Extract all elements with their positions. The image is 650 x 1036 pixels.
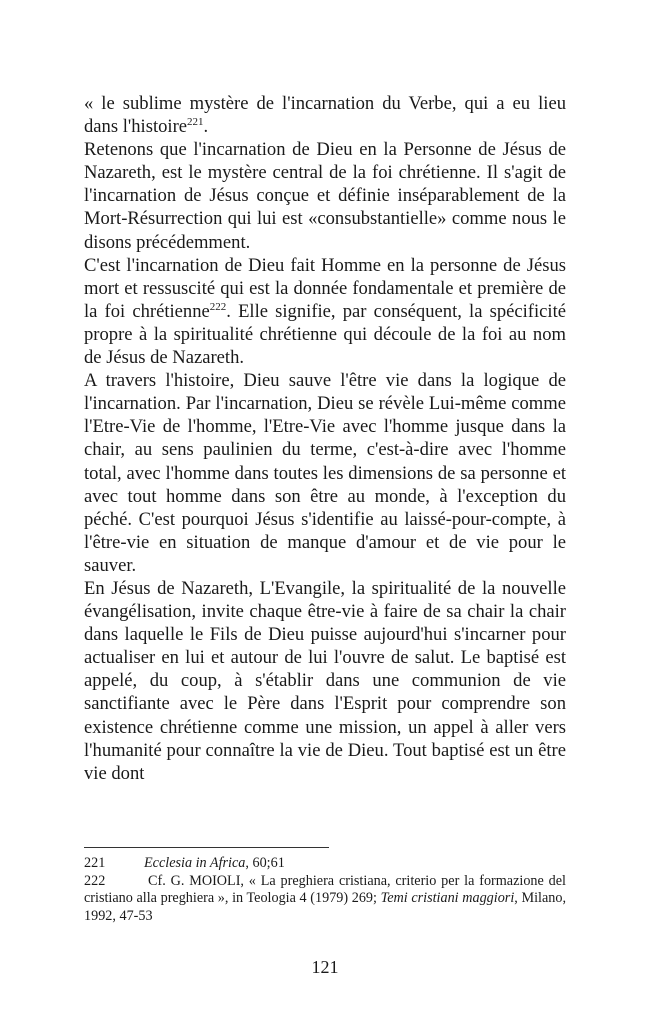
paragraph-5: En Jésus de Nazareth, L'Evangile, la spiritualité de la nouvelle évangélisation, invite chaque être-vie à faire de sa chair la chair dans laquelle le Fils de Dieu puisse aujourd'hui s'incarner pour actualiser en lui et autour de lui l'ouvre de salut. Le baptisé est appelé, du coup, à s'établir dans une communion de vie sanctifiante avec le Père dans l'Esprit pour comprendre son existence chrétienne comme une mission, un appel à aller vers l'humanité pour connaître la vie de Dieu. Tout baptisé est un être vie dont bbox=[84, 577, 566, 784]
paragraph-3-text: C'est l'incarnation de Dieu fait Homme en la personne de Jésus mort et ressuscité qui est la donnée fondamentale et première de la foi chrétienne bbox=[84, 254, 566, 322]
paragraph-1-end: . bbox=[203, 116, 209, 138]
footnote-ref-221: 221 bbox=[187, 116, 204, 129]
footnote-title: Ecclesia in Africa bbox=[144, 855, 246, 871]
paragraph-4: A travers l'histoire, Dieu sauve l'être vie dans la logique de l'incarnation. Par l'incarnation, Dieu se révèle Lui-même comme l'Etre-Vie de l'homme, l'Etre-Vie avec l'homme jusque dans la chair, au sens paulinien du terme, c'est-à-dire avec l'homme total, avec l'homme dans toutes les dimensions de sa personne et avec tout homme dans son être au monde, à l'exception du péché. C'est pourquoi Jésus s'identifie au laissé-pour-compte, à l'être-vie en situation de manque d'amour et de vie pour le sauver. bbox=[84, 370, 566, 576]
paragraph-3-end: . Elle signifie, par conséquent, la spécificité propre à la spiritualité chrétienne qui découle de la foi au nom de Jésus de Nazareth. bbox=[84, 300, 566, 369]
footnote-221 bbox=[84, 855, 566, 873]
footnote-number: 222 bbox=[84, 872, 106, 889]
footnote-divider bbox=[84, 847, 329, 848]
footnote-text: , 60;61 bbox=[245, 855, 285, 871]
paragraph-2: Retenons que l'incarnation de Dieu en la Personne de Jésus de Nazareth, est le mystère central de la foi chrétienne. Il s'agit de l'incarnation de Jésus conçue et définie inséparablement de la Mort-Résurrection qui lui est «consubstantielle» comme nous le disons précédemment. bbox=[84, 139, 566, 253]
paragraph-3 bbox=[84, 254, 566, 369]
page-number: 121 bbox=[311, 957, 339, 977]
footnote-ref-222: 222 bbox=[209, 300, 227, 313]
footnote-number: 221 bbox=[84, 855, 106, 871]
footnote-text: Cf. G. MOIOLI, « La preghiera cristiana, criterio per la formazione del cristiano alla preghiera », in Teologia 4 (1979) 269; bbox=[84, 872, 566, 906]
footnotes bbox=[84, 855, 566, 925]
paragraph-1 bbox=[84, 92, 566, 138]
footnote-text-end: , Milano, 1992, 47-53 bbox=[84, 890, 566, 924]
page-body bbox=[84, 92, 566, 785]
footnote-222 bbox=[84, 873, 566, 926]
footnote-title: Temi cristiani maggiori bbox=[380, 890, 515, 906]
paragraph-1-text: « le sublime mystère de l'incarnation du Verbe, qui a eu lieu dans l'histoire bbox=[84, 93, 566, 138]
